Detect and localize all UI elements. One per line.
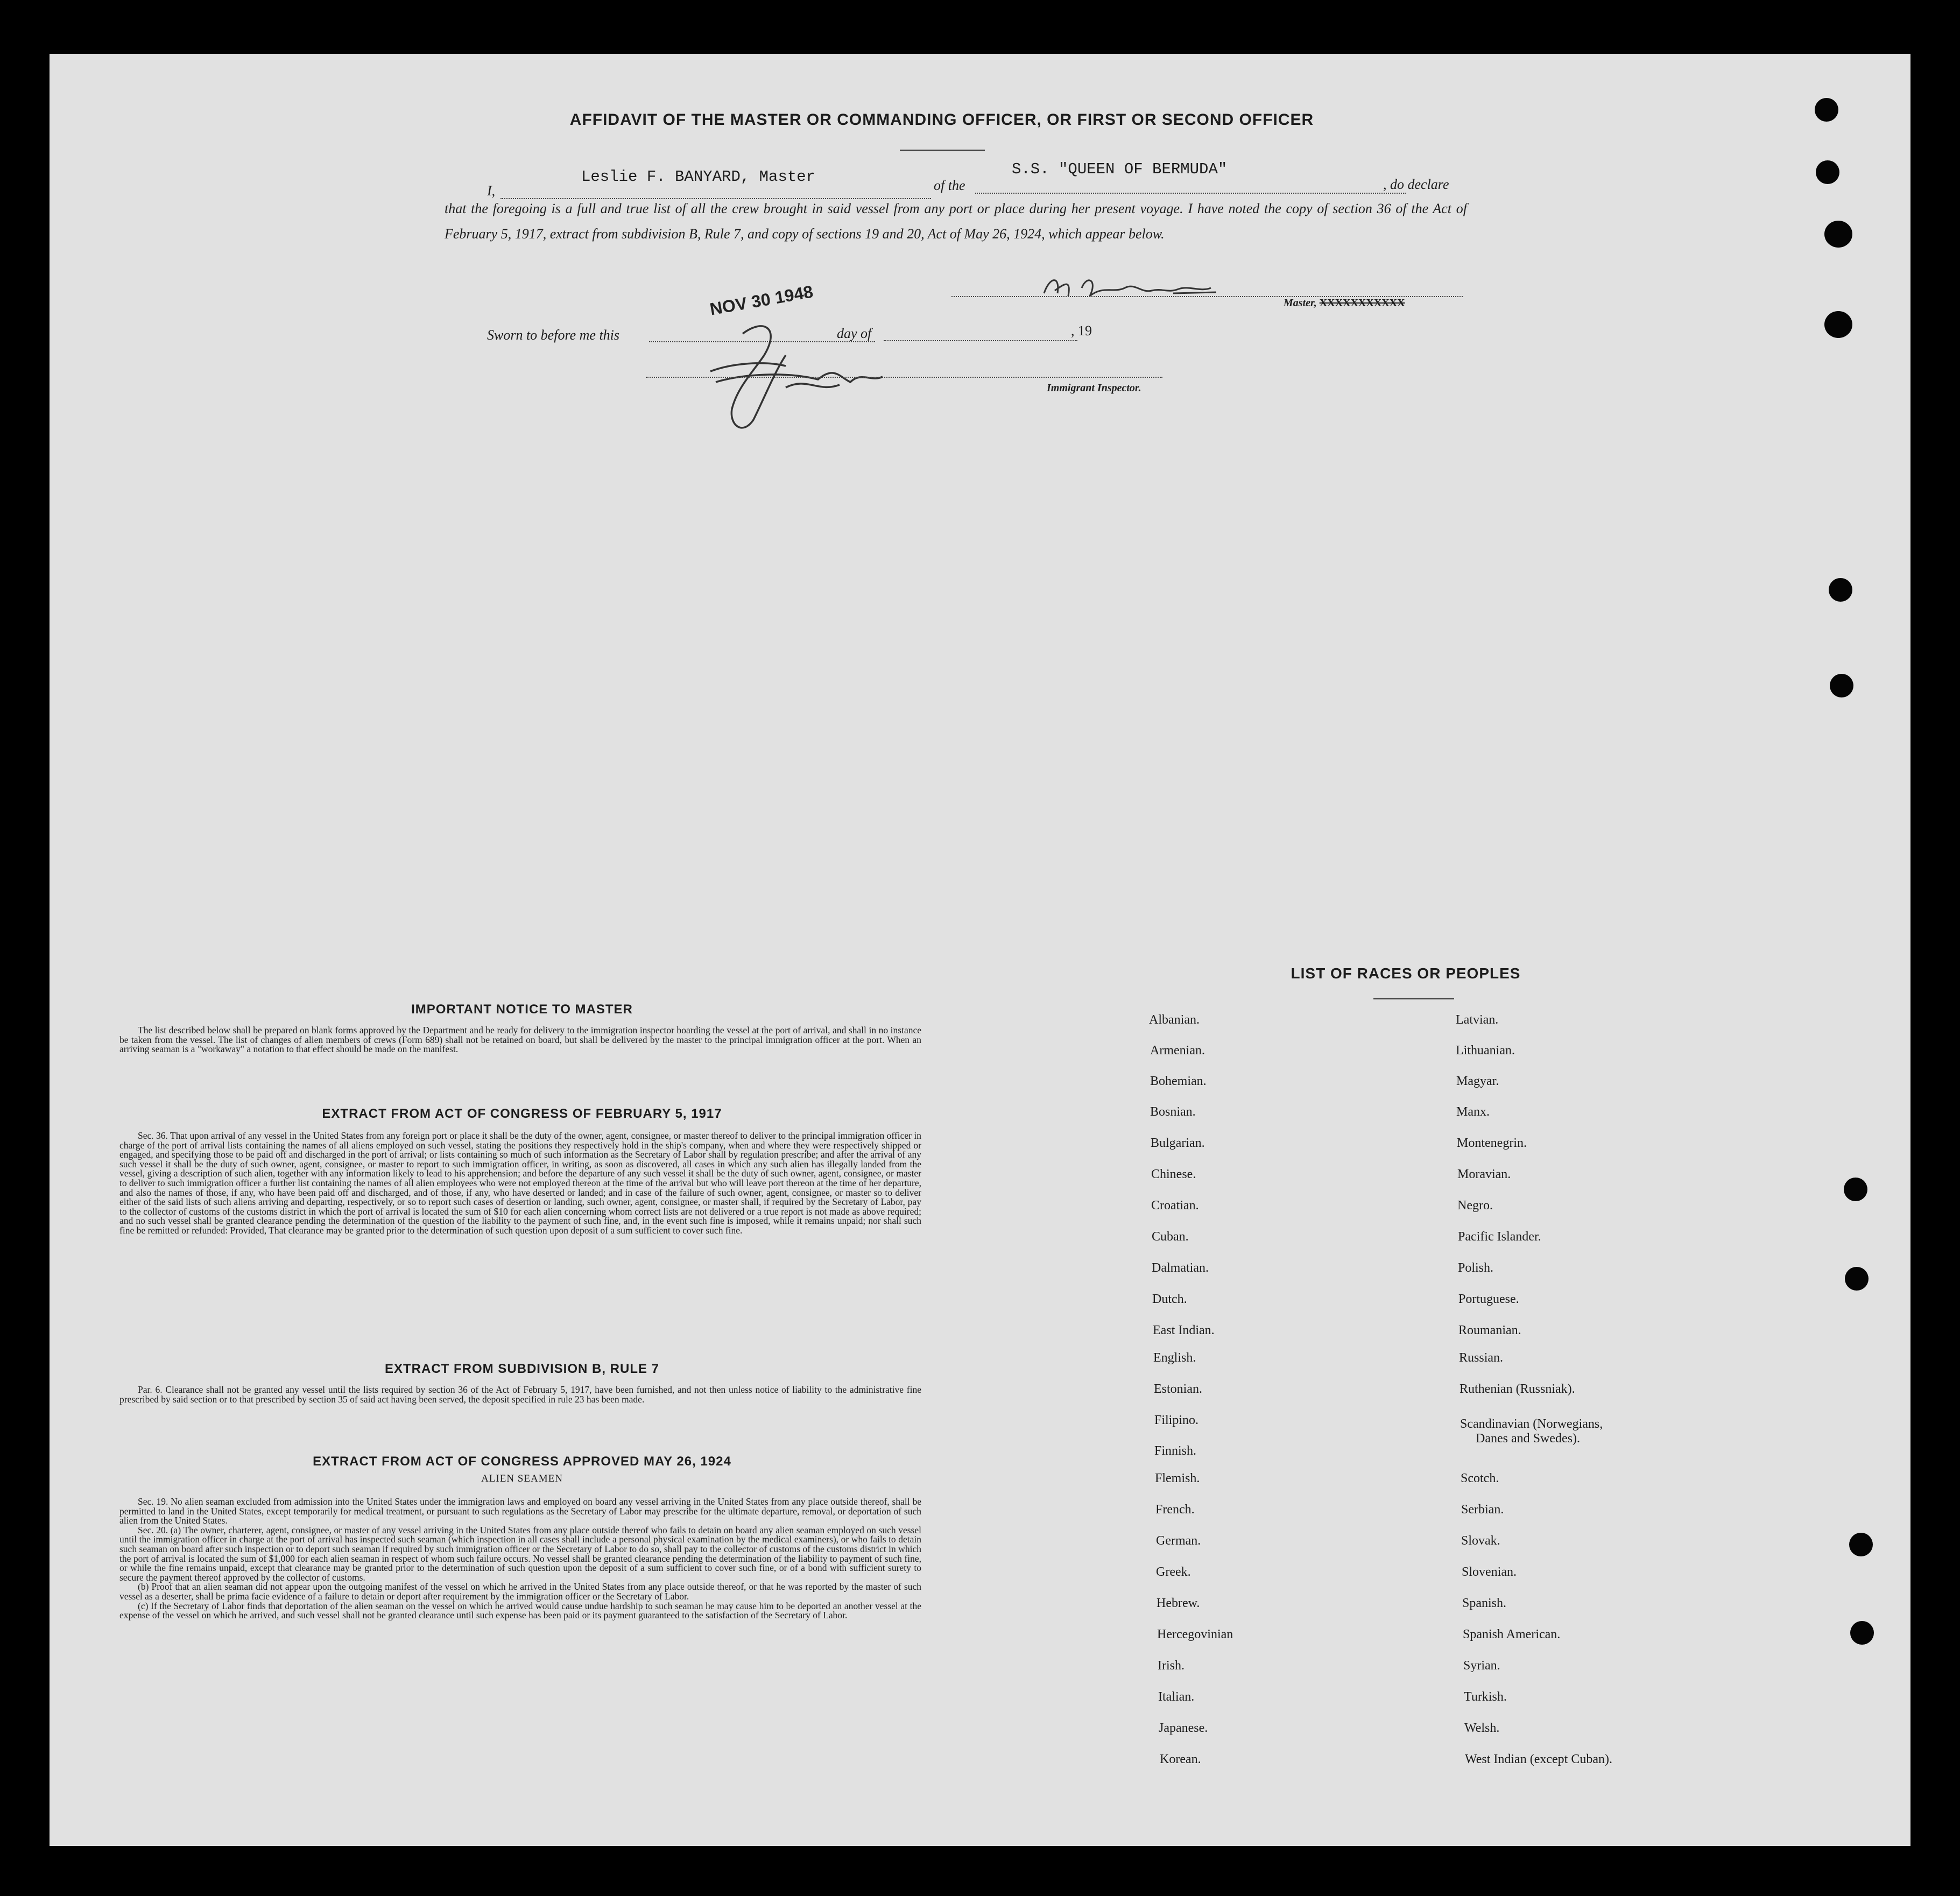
race-item: Bulgarian. [1151,1136,1205,1150]
extract-1917-body: Sec. 36. That upon arrival of any vessel in the United States from any foreign port or place it shall be the duty of the owner, agent, consignee, or master thereof to deliver to the principal immigration officer in charge of the port of arrival lists containing the names of all aliens employed on such vessel, stating the positions they respectively hold in the ship's company, when and where they were respectively shipped or engaged, and specifying those to be paid off and discharged in the port of arrival; or lists containing so much of such information as the Secretary of Labor shall by regulation prescribe; and after the arrival of any such vessel it shall be the duty of such owner, agent, consignee, or master to report to such immigration officer, in writing, as soon as discovered, all cases in which any such alien has illegally landed from the vessel, giving a description of such alien, together with any information likely to lead to his apprehension; and before the departure of any such vessel it shall be the duty of such owner, agent, consignee, or master to deliver to such immigration officer a further list containing the names of all alien employees who were not employed thereon at the time of the arrival but who will leave port thereon at the time of her departure, and also the names of those, if any, who have been paid off and discharged, and of those, if any, who have deserted or landed; and in case of the failure of such owner, agent, consignee, or master so to deliver either of the said lists of such aliens arriving and departing, respectively, or so to report such cases of desertion or landing, such owner, agent, consignee, or master shall, if required by the Secretary of Labor, pay to the collector of customs of the customs district in which the port of arrival is located the sum of $10 for each alien concerning whom correct lists are not delivered or a true report is not made as above required; and no such vessel shall be granted clearance pending the determination of the question of the liability to the payment of such fine, and, in the event such fine is imposed, while it remains unpaid; nor shall such fine be remitted or refunded: Provided, That clearance may be granted prior to the determination of such question upon deposit of a sum sufficient to cover such fine. [119,1130,921,1236]
date-stamp: NOV 30 1948 [708,281,815,319]
extract-1917-title: EXTRACT FROM ACT OF CONGRESS OF FEBRUARY 5, 1917 [322,1106,722,1121]
binder-hole [1830,674,1853,697]
declaration-text: that the foregoing is a full and true list of all the crew brought in said vessel from any port or place during her present voyage. I have noted the copy of section 36 of the Act of February 5, 1917, extract from subdivision B, Rule 7, and copy of sections 19 and 20, Act of May 26, 1924, which appear below. [445,201,1467,242]
race-item: Japanese. [1159,1721,1208,1735]
master-title: Master, [1284,297,1317,309]
race-item: Croatian. [1151,1199,1199,1213]
race-item: Welsh. [1464,1721,1500,1735]
race-item: Slovenian. [1462,1565,1517,1579]
master-label [1284,297,1405,309]
vessel-line [975,193,1406,194]
master-title-struck: XXXXXXXXXXX [1319,297,1405,309]
binder-hole [1844,1178,1867,1201]
race-item: Syrian. [1463,1659,1500,1673]
race-item: English. [1153,1351,1196,1365]
race-item: Lithuanian. [1456,1044,1515,1058]
race-item: Turkish. [1464,1690,1507,1704]
i-label: I, [487,183,496,199]
races-divider [1373,998,1454,999]
race-item: Pacific Islander. [1458,1230,1541,1244]
race-item: Scandinavian (Norwegians, [1460,1417,1603,1431]
race-item: Korean. [1160,1752,1201,1766]
binder-hole [1845,1267,1869,1291]
races-title: LIST OF RACES OR PEOPLES [1291,965,1521,982]
vessel-name: S.S. "QUEEN OF BERMUDA" [1012,160,1228,178]
race-item: French. [1155,1503,1195,1517]
race-item: Portuguese. [1458,1292,1519,1306]
extract-1924-subtitle: ALIEN SEAMEN [481,1473,563,1484]
race-item: Negro. [1457,1199,1493,1213]
sworn-label: Sworn to before me this [487,327,620,343]
race-item: Hercegovinian [1157,1627,1233,1641]
extract-1924-paragraph: Sec. 19. No alien seaman excluded from admission into the United States under the immigration laws and employed on board any vessel arriving in the United States from any place outside thereof, shall be permitted to land in the United States, except temporarily for medical treatment, or pursuant to such regulations as the Secretary of Labor may prescribe for the ultimate departure, removal, or deportation of such alien from the United States. [119,1496,921,1526]
race-item: Roumanian. [1458,1323,1521,1337]
extract-1924-paragraph: (b) Proof that an alien seaman did not appear upon the outgoing manifest of the vessel on which he arrived in the United States from any place outside thereof, or that he was reported by the master of such vessel as a deserter, shall be prima facie evidence of a failure to detain or deport after requirement by the immigration officer or the Secretary of Labor. [119,1581,921,1602]
race-item: Dutch. [1152,1292,1187,1306]
binder-hole [1824,221,1852,248]
binder-hole [1850,1621,1874,1645]
race-item: Estonian. [1154,1382,1202,1396]
race-item: Bosnian. [1150,1105,1196,1119]
day-of-label: day of [837,326,872,341]
race-item: Cuban. [1152,1230,1189,1244]
master-name: Leslie F. BANYARD, Master [581,168,816,186]
race-item: Polish. [1458,1261,1494,1275]
race-item: Armenian. [1150,1044,1205,1058]
year-label: , 19 [1071,323,1092,339]
race-item: Moravian. [1457,1167,1511,1181]
binder-hole [1849,1533,1873,1556]
race-item: East Indian. [1153,1323,1215,1337]
extract-1924-body [119,1497,921,1620]
do-declare-label: , do declare [1383,177,1449,192]
race-item: Danes and Swedes). [1476,1432,1580,1446]
extract-rule7-body: Par. 6. Clearance shall not be granted any vessel until the lists required by section 36 of the Act of February 5, 1917, have been furnished, and not then unless notice of liability to the administrative fine prescribed by said section or to that prescribed by section 35 of said act having been served, the deposit specified in rule 23 has been made. [119,1384,921,1405]
race-item: Bohemian. [1150,1074,1207,1088]
race-item: Ruthenian (Russniak). [1460,1382,1575,1396]
race-item: Flemish. [1155,1471,1200,1485]
race-item: Greek. [1156,1565,1191,1579]
race-item: Hebrew. [1157,1596,1200,1610]
race-item: West Indian (except Cuban). [1465,1752,1612,1766]
extract-rule7-title: EXTRACT FROM SUBDIVISION B, RULE 7 [384,1362,660,1376]
race-item: Spanish American. [1463,1627,1561,1641]
race-item: Russian. [1459,1351,1504,1365]
inspector-signature [678,312,904,444]
race-item: Italian. [1158,1690,1195,1704]
notice-body: The list described below shall be prepared on blank forms approved by the Department and be ready for delivery to the immigration inspector boarding the vessel at the port of arrival, and shall in no instance be taken from the vessel. The list of changes of alien members of crews (Form 689) shall not be retained on board, but shall be delivered by the master to the principal immigration officer at the port. When an arriving seaman is a "workaway" a notation to that effect should be made on the manifest. [119,1025,921,1055]
title-divider [900,150,985,151]
race-item: Dalmatian. [1152,1261,1209,1275]
race-item: Serbian. [1461,1503,1504,1517]
extract-1924-paragraph: Sec. 20. (a) The owner, charterer, agent, consignee, or master of any vessel arriving in the United States from any place outside thereof who fails to detain on board any alien seaman employed on such vessel until the immigration officer in charge at the port of arrival has inspected such seaman (which inspection in all cases shall include a personal physical examination by the medical examiners), or who fails to detain such seaman on board after such inspection or to deport such seaman if required by such immigration officer or the Secretary of Labor to do so, shall pay to the collector of customs of the customs district in which the port of arrival is located the sum of $1,000 for each alien seaman in respect of whom such failure occurs. No vessel shall be granted clearance pending the determination of the liability to payment of such fine, or while the fine remains unpaid, except that clearance may be granted prior to the determination of such question upon the deposit of a sum sufficient to cover such fine, or of a bond with sufficient surety to secure the payment thereof approved by the collector of customs. [119,1524,921,1583]
binder-hole [1829,578,1852,602]
race-item: Albanian. [1149,1013,1200,1027]
race-item: Montenegrin. [1457,1136,1527,1150]
race-item: Finnish. [1154,1444,1197,1458]
master-signature [1039,272,1265,307]
race-item: German. [1156,1534,1201,1548]
inspector-signature-line [646,377,1162,378]
race-item: Irish. [1158,1659,1185,1673]
inspector-label: Immigrant Inspector. [1047,382,1141,394]
sworn-month-line [884,340,1077,341]
race-item: Chinese. [1151,1167,1196,1181]
race-item: Scotch. [1461,1471,1499,1485]
affidavit-title: AFFIDAVIT OF THE MASTER OR COMMANDING OFFICER, OR FIRST OR SECOND OFFICER [569,111,1314,129]
race-item: Manx. [1456,1105,1490,1119]
binder-hole [1824,311,1852,338]
race-item: Filipino. [1154,1413,1199,1427]
race-item: Magyar. [1456,1074,1499,1088]
race-item: Latvian. [1456,1013,1499,1027]
race-item: Slovak. [1461,1534,1500,1548]
notice-title: IMPORTANT NOTICE TO MASTER [411,1002,633,1017]
extract-1924-title: EXTRACT FROM ACT OF CONGRESS APPROVED MAY 26, 1924 [313,1454,731,1469]
of-the-label: of the [934,178,965,193]
binder-hole [1815,98,1838,122]
binder-hole [1816,160,1839,184]
extract-1924-paragraph: (c) If the Secretary of Labor finds that deportation of the alien seaman on the vessel on which he arrived would cause undue hardship to such seaman he may cause him to be deported an another vessel at the expense of the vessel on which he arrived, and such vessel shall not be granted clearance until such expense has been paid or its payment guaranteed to the satisfaction of the Secretary of Labor. [119,1600,921,1621]
race-item: Spanish. [1462,1596,1507,1610]
